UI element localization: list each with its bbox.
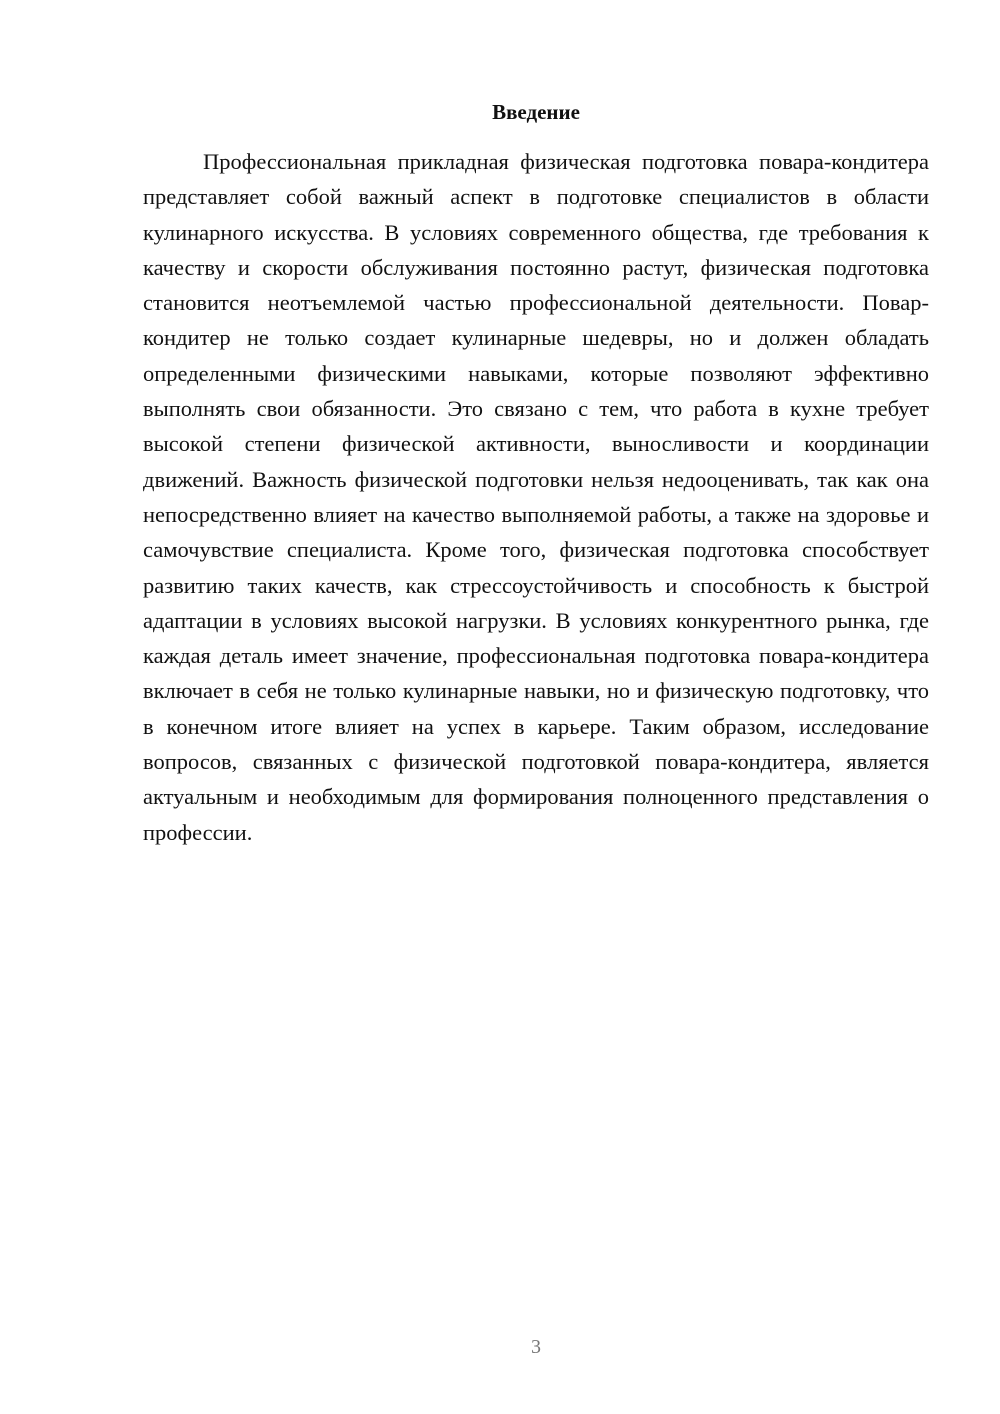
body-paragraph: Профессиональная прикладная физическая подготовка повара-кондитера представляет собой важный аспект в подготовке специалистов в области кулинарного искусства. В условиях современного общества, где требования к качеству и скорости обслуживания постоянно растут, физическая подготовка становится неотъемлемой частью профессиональной деятельности. Повар-кондитер не только создает кулинарные шедевры, но и должен обладать определенными физическими навыками, которые позволяют эффективно выполнять свои обязанности. Это связано с тем, что работа в кухне требует высокой степени физической активности, выносливости и координации движений. Важность физической подготовки нельзя недооценивать, так как она непосредственно влияет на качество выполняемой работы, а также на здоровье и самочувствие специалиста. Кроме того, физическая подготовка способствует развитию таких качеств, как стрессоустойчивость и способность к быстрой адаптации в условиях высокой нагрузки. В условиях конкурентного рынка, где каждая деталь имеет значение, профессиональная подготовка повара-кондитера включает в себя не только кулинарные навыки, но и физическую подготовку, что в конечном итоге влияет на успех в карьере. Таким образом, исследование вопросов, связанных с физической подготовкой повара-кондитера, является актуальным и необходимым для формирования полноценного представления о профессии.	[143, 149, 929, 845]
section-heading: Введение	[492, 100, 580, 124]
page-number: 3	[531, 1336, 541, 1358]
